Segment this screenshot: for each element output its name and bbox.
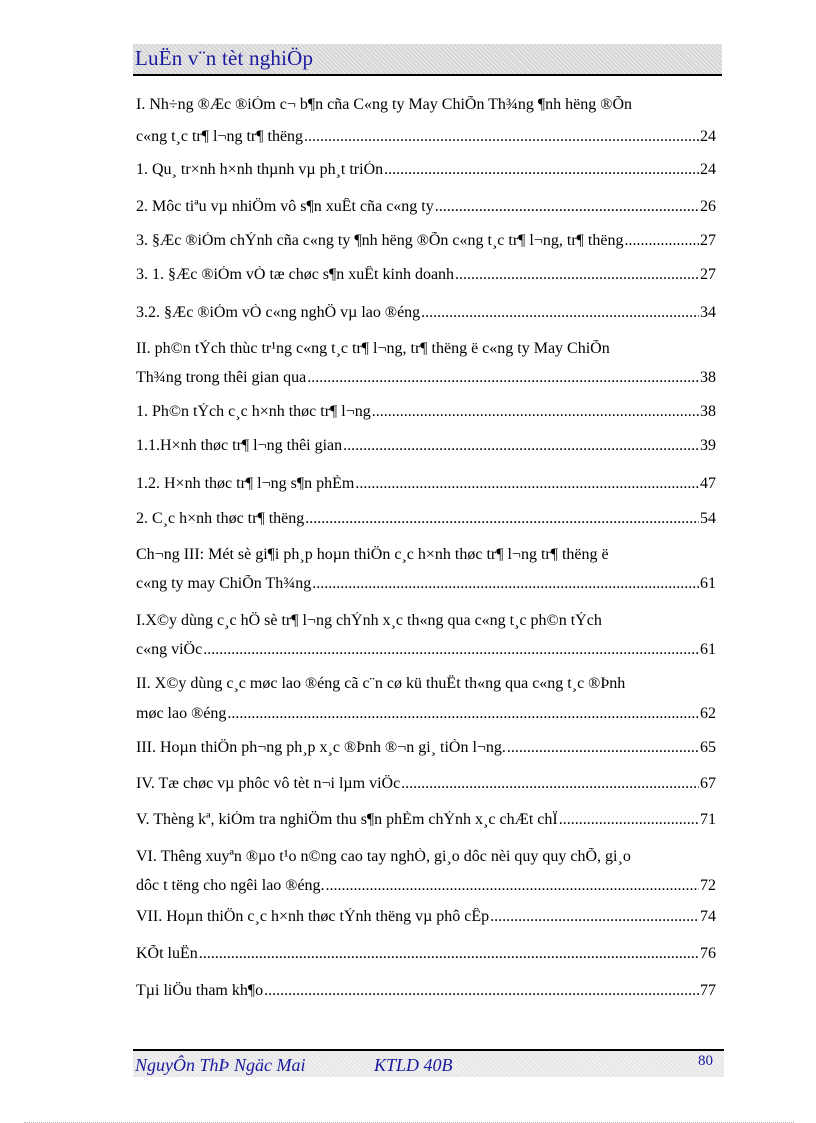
- toc-entry: [136, 877, 716, 895]
- toc-entry: [136, 161, 716, 179]
- toc-leader-dots: [435, 198, 699, 216]
- toc-entry: [136, 304, 716, 322]
- toc-leader-dots: [384, 161, 699, 179]
- toc-entry-page: 72: [700, 877, 716, 894]
- toc-leader-dots: [421, 304, 699, 322]
- toc-entry-page: 54: [700, 510, 716, 527]
- toc-entry-title: dôc t tëng cho ngêi lao ®éng.: [136, 877, 325, 894]
- toc-entry: [136, 641, 716, 659]
- toc-entry-title: KÕt luËn: [136, 945, 198, 962]
- toc-entry-page: 71: [700, 811, 716, 828]
- toc-entry: [136, 575, 716, 593]
- toc-leader-dots: [304, 128, 699, 146]
- toc-entry: [136, 96, 716, 114]
- toc-entry-title: 1.1.H×nh thøc tr¶ l¬ng thêi gian: [136, 437, 343, 454]
- toc-entry-page: 27: [700, 232, 716, 249]
- toc-entry-page: 47: [700, 475, 716, 492]
- toc-leader-dots: [326, 877, 699, 895]
- footer-author: NguyÔn ThÞ Ngäc Mai: [135, 1055, 306, 1075]
- toc-leader-dots: [490, 908, 699, 926]
- toc-entry: [136, 982, 716, 1000]
- toc-entry-title: 1. Ph©n tÝch c¸c h×nh thøc tr¶ l¬ng: [136, 403, 371, 420]
- toc-entry-page: 61: [700, 641, 716, 658]
- toc-entry: [136, 340, 716, 358]
- toc-entry-page: 24: [700, 128, 716, 145]
- toc-entry: [136, 475, 716, 493]
- toc-entry-title: II. ph©n tÝch thùc tr¹ng c«ng t¸c tr¶ l¬ng, tr¶ thëng ë c«ng ty May ChiÕn: [136, 340, 610, 357]
- toc-leader-dots: [199, 945, 699, 963]
- toc-entry: [136, 510, 716, 528]
- footer-class: KTLD 40B: [374, 1055, 453, 1075]
- toc-entry-title: Th¾ng trong thêi gian qua: [136, 369, 307, 386]
- toc-leader-dots: [227, 705, 699, 723]
- toc-leader-dots: [455, 266, 699, 284]
- toc-entry-page: 27: [700, 266, 716, 283]
- toc-entry-title: 1. Qu¸ tr×nh h×nh thµnh vµ ph¸t triÓn: [136, 161, 384, 178]
- toc-entry-title: møc lao ®éng: [136, 705, 227, 722]
- toc-entry-title: II. X©y dùng c¸c møc lao ®éng cã c¨n cø kü thuËt th«ng qua c«ng t¸c ®Þnh: [136, 675, 626, 692]
- toc-entry-title: c«ng viÖc: [136, 641, 203, 658]
- toc-leader-dots: [624, 232, 699, 250]
- toc-entry: [136, 437, 716, 455]
- toc-entry-page: 34: [700, 304, 716, 321]
- toc-entry: [136, 232, 716, 250]
- toc-entry: [136, 908, 716, 926]
- toc-entry-title: c«ng ty may ChiÕn Th¾ng: [136, 575, 312, 592]
- toc-entry: [136, 128, 716, 146]
- toc-entry: [136, 775, 716, 793]
- toc-entry: [136, 848, 716, 866]
- header-title: LuËn v¨n tèt nghiÖp: [135, 46, 314, 70]
- toc-entry: [136, 266, 716, 284]
- toc-entry-page: 38: [700, 369, 716, 386]
- toc-leader-dots: [401, 775, 699, 793]
- toc-entry: [136, 612, 716, 630]
- toc-entry: [136, 403, 716, 421]
- toc-entry-page: 61: [700, 575, 716, 592]
- toc-entry-title: 2. Môc tiªu vµ nhiÖm vô s¶n xuÊt cña c«ng ty: [136, 198, 434, 215]
- toc-entry: [136, 945, 716, 963]
- toc-entry-title: I.X©y dùng c¸c hÖ sè tr¶ l¬ng chÝnh x¸c th«ng qua c«ng t¸c ph©n tÝch: [136, 612, 602, 629]
- toc-entry-title: 3. 1. §Æc ®iÓm vÒ tæ chøc s¶n xuÊt kinh doanh: [136, 266, 455, 283]
- toc-entry-title: VII. Hoµn thiÖn c¸c h×nh thøc tÝnh thëng vµ phô cÊp: [136, 908, 490, 925]
- toc-entry-page: 62: [700, 705, 716, 722]
- toc-entry-page: 38: [700, 403, 716, 420]
- toc-entry-title: V. Thèng kª, kiÓm tra nghiÖm thu s¶n phÈm chÝnh x¸c chÆt chÏ: [136, 811, 558, 828]
- toc-leader-dots: [264, 982, 699, 1000]
- toc-entry-page: 65: [700, 739, 716, 756]
- toc-entry: [136, 546, 716, 564]
- toc-leader-dots: [372, 403, 699, 421]
- toc-entry-title: VI. Thêng xuyªn ®µo t¹o n©ng cao tay nghÒ, gi¸o dôc nèi quy quy chÕ, gi¸o: [136, 848, 631, 865]
- toc-entry-title: 2. C¸c h×nh thøc tr¶ thëng: [136, 510, 305, 527]
- toc-entry-title: IV. Tæ chøc vµ phôc vô tèt n¬i lµm viÖc: [136, 775, 401, 792]
- toc-entry-title: I. Nh÷ng ®Æc ®iÓm c¬ b¶n cña C«ng ty May ChiÕn Th¾ng ¶nh hëng ®Õn: [136, 96, 632, 113]
- toc-leader-dots: [343, 437, 699, 455]
- toc-entry-title: III. Hoµn thiÖn ph¬ng ph¸p x¸c ®Þnh ®¬n gi¸ tiÒn l¬ng.: [136, 739, 506, 756]
- toc-leader-dots: [307, 369, 699, 387]
- toc-entry-title: Ch¬ng III: Mét sè gi¶i ph¸p hoµn thiÖn c¸c h×nh thøc tr¶ l¬ng tr¶ thëng ë: [136, 546, 609, 563]
- toc-leader-dots: [355, 475, 699, 493]
- toc-entry-title: c«ng t¸c tr¶ l¬ng tr¶ thëng: [136, 128, 304, 145]
- toc-entry: [136, 198, 716, 216]
- toc-entry-title: 1.2. H×nh thøc tr¶ l¬ng s¶n phÈm: [136, 475, 355, 492]
- toc-leader-dots: [305, 510, 699, 528]
- toc-leader-dots: [559, 811, 699, 829]
- toc-entry-page: 39: [700, 437, 716, 454]
- toc-entry-page: 76: [700, 945, 716, 962]
- toc-entry-page: 77: [700, 982, 716, 999]
- toc-entry: [136, 739, 716, 757]
- toc-entry: [136, 705, 716, 723]
- toc-leader-dots: [203, 641, 699, 659]
- toc-entry-title: Tµi liÖu tham kh¶o: [136, 982, 264, 999]
- toc-leader-dots: [312, 575, 699, 593]
- toc-entry: [136, 369, 716, 387]
- page-number: 80: [698, 1053, 713, 1069]
- toc-entry-page: 67: [700, 775, 716, 792]
- toc-entry: [136, 675, 716, 693]
- toc-leader-dots: [507, 739, 699, 757]
- toc-entry-page: 74: [700, 908, 716, 925]
- toc-entry-title: 3. §Æc ®iÓm chÝnh cña c«ng ty ¶nh hëng ®Õn c«ng t¸c tr¶ l¬ng, tr¶ thëng: [136, 232, 624, 249]
- toc-entry: [136, 811, 716, 829]
- toc-entry-page: 26: [700, 198, 716, 215]
- toc-entry-page: 24: [700, 161, 716, 178]
- toc-entry-title: 3.2. §Æc ®iÓm vÒ c«ng nghÖ vµ lao ®éng: [136, 304, 421, 321]
